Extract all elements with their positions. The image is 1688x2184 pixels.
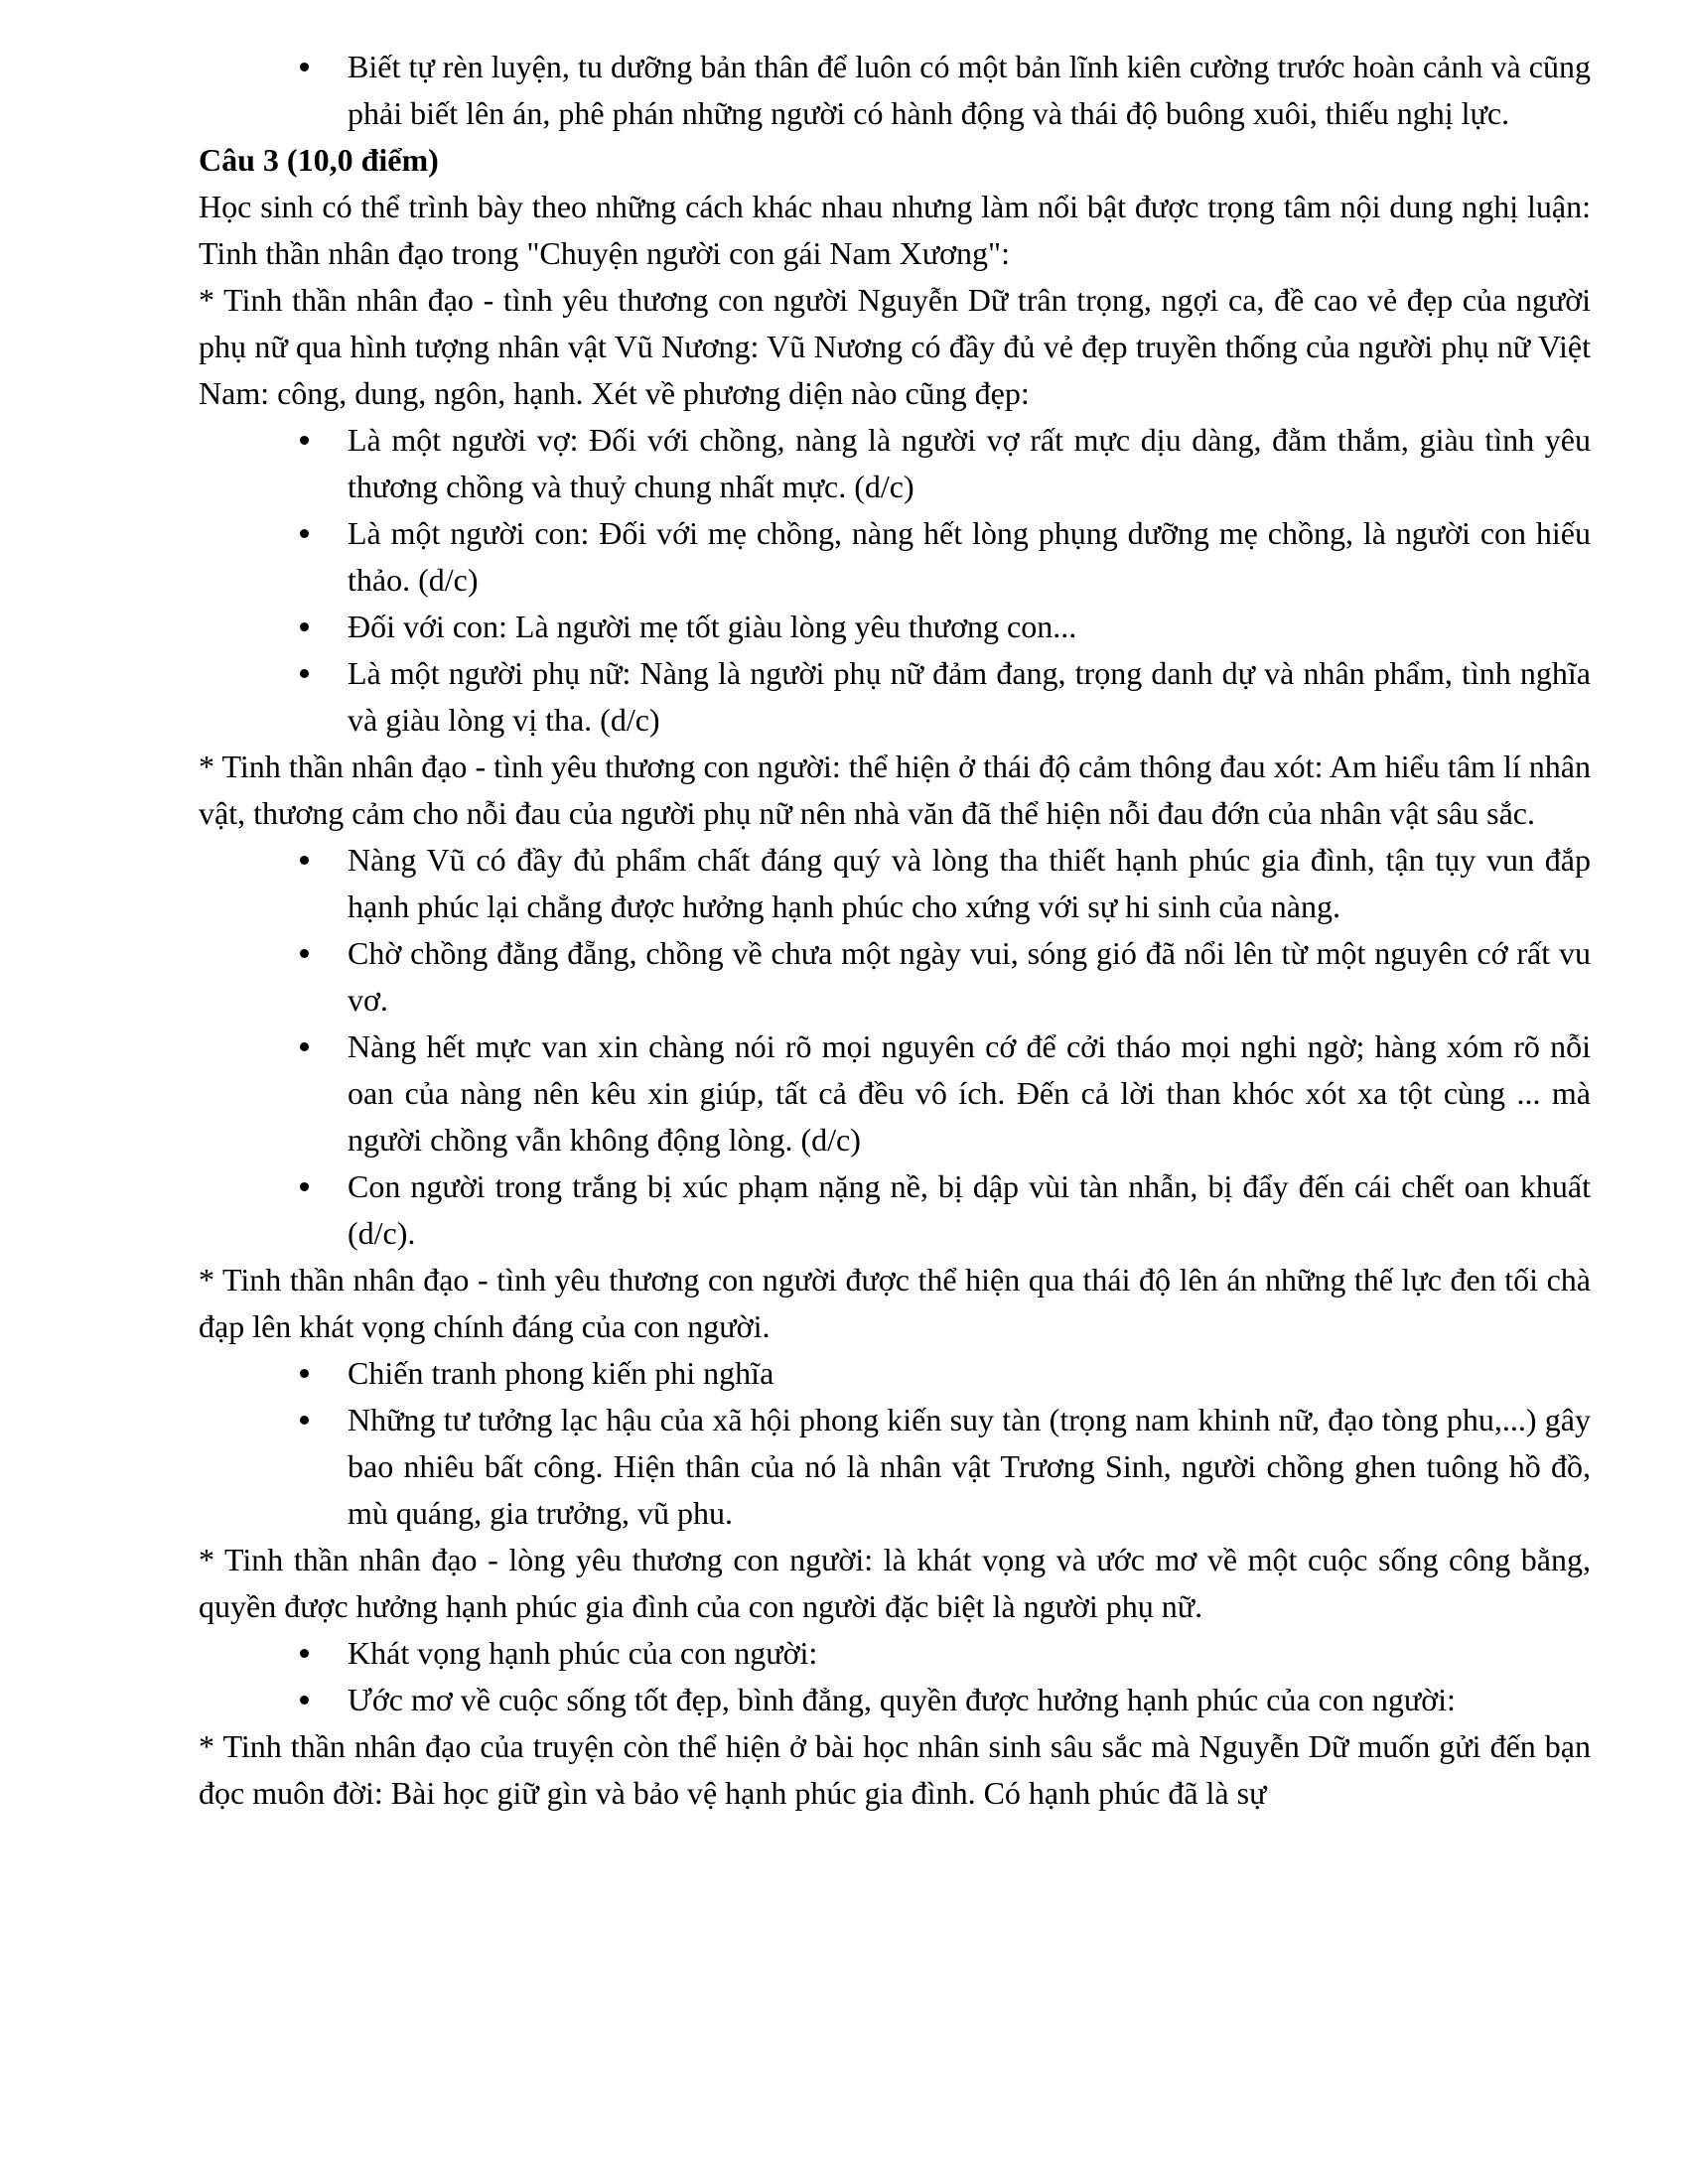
bullet-list-5 [199, 1630, 1591, 1723]
section-paragraph-2: * Tinh thần nhân đạo - tình yêu thương con người: thể hiện ở thái độ cảm thông đau xót: Am hiểu tâm lí nhân vật, thương cảm cho nỗi đau của người phụ nữ nên nhà văn đã thể hiện nỗi đau đớn của nhân vật sâu sắc. [199, 749, 1591, 831]
section-paragraph-4: * Tinh thần nhân đạo - lòng yêu thương con người: là khát vọng và ước mơ về một cuộc sống công bằng, quyền được hưởng hạnh phúc gia đình của con người đặc biệt là người phụ nữ. [199, 1542, 1591, 1624]
bullet-list-1 [199, 44, 1591, 137]
list-item-text: Những tư tưởng lạc hậu của xã hội phong kiến suy tàn (trọng nam khinh nữ, đạo tòng phu,...) gây bao nhiêu bất công. Hiện thân của nó là nhân vật Trương Sinh, người chồng ghen tuông hồ đồ, mù quáng, gia trưởng, vũ phu. [348, 1402, 1591, 1531]
list-item [199, 44, 1591, 137]
bullet-icon [300, 949, 309, 958]
question-heading: Câu 3 (10,0 điểm) [199, 142, 439, 178]
bullet-list-3 [199, 837, 1591, 1257]
bullet-icon [300, 669, 309, 678]
list-item [199, 1350, 1591, 1397]
list-item [199, 510, 1591, 604]
bullet-icon [300, 1416, 309, 1425]
bullet-icon [300, 856, 309, 865]
list-item [199, 837, 1591, 930]
section-paragraph-5: * Tinh thần nhân đạo của truyện còn thể hiện ở bài học nhân sinh sâu sắc mà Nguyễn Dữ muốn gửi đến bạn đọc muôn đời: Bài học giữ gìn và bảo vệ hạnh phúc gia đình. Có hạnh phúc đã là sự [199, 1728, 1591, 1811]
list-item [199, 1630, 1591, 1677]
bullet-icon [300, 529, 309, 538]
section-paragraph-1: * Tinh thần nhân đạo - tình yêu thương con người Nguyễn Dữ trân trọng, ngợi ca, đề cao vẻ đẹp của người phụ nữ qua hình tượng nhân vật Vũ Nương: Vũ Nương có đầy đủ vẻ đẹp truyền thống của người phụ nữ Việt Nam: công, dung, ngôn, hạnh. Xét về phương diện nào cũng đẹp: [199, 282, 1591, 411]
list-item [199, 1024, 1591, 1163]
list-item [199, 930, 1591, 1024]
list-item [199, 1163, 1591, 1257]
bullet-list-2 [199, 417, 1591, 744]
list-item [199, 417, 1591, 510]
list-item-text: Chiến tranh phong kiến phi nghĩa [348, 1355, 774, 1391]
list-item [199, 1677, 1591, 1723]
list-item [199, 650, 1591, 744]
list-item-text: Khát vọng hạnh phúc của con người: [348, 1635, 818, 1671]
list-item-text: Nàng hết mực van xin chàng nói rõ mọi nguyên cớ để cởi tháo mọi nghi ngờ; hàng xóm rõ nỗi oan của nàng nên kêu xin giúp, tất cả đều vô ích. Đến cả lời than khóc xót xa tột cùng ... mà người chồng vẫn không động lòng. (d/c) [348, 1028, 1591, 1158]
bullet-icon [300, 1182, 309, 1191]
bullet-list-4 [199, 1350, 1591, 1537]
bullet-icon [300, 436, 309, 445]
list-item-text: Biết tự rèn luyện, tu dưỡng bản thân để luôn có một bản lĩnh kiên cường trước hoàn cảnh và cũng phải biết lên án, phê phán những người có hành động và thái độ buông xuôi, thiếu nghị lực. [348, 49, 1591, 131]
bullet-icon [300, 1696, 309, 1705]
list-item-text: Là một người con: Đối với mẹ chồng, nàng hết lòng phụng dưỡng mẹ chồng, là người con hiếu thảo. (d/c) [348, 515, 1591, 598]
document-body [199, 44, 1591, 1817]
bullet-icon [300, 1369, 309, 1378]
list-item-text: Nàng Vũ có đầy đủ phẩm chất đáng quý và lòng tha thiết hạnh phúc gia đình, tận tụy vun đắp hạnh phúc lại chẳng được hưởng hạnh phúc cho xứng với sự hi sinh của nàng. [348, 842, 1591, 924]
list-item-text: Ước mơ về cuộc sống tốt đẹp, bình đẳng, quyền được hưởng hạnh phúc của con người: [348, 1682, 1456, 1717]
bullet-icon [300, 1042, 309, 1051]
bullet-icon [300, 63, 309, 71]
bullet-icon [300, 622, 309, 631]
list-item [199, 604, 1591, 650]
list-item-text: Là một người vợ: Đối với chồng, nàng là người vợ rất mực dịu dàng, đằm thắm, giàu tình yêu thương chồng và thuỷ chung nhất mực. (d/c) [348, 422, 1591, 504]
list-item-text: Con người trong trắng bị xúc phạm nặng nề, bị dập vùi tàn nhẫn, bị đẩy đến cái chết oan khuất (d/c). [348, 1168, 1591, 1251]
list-item-text: Là một người phụ nữ: Nàng là người phụ nữ đảm đang, trọng danh dự và nhân phẩm, tình nghĩa và giàu lòng vị tha. (d/c) [348, 655, 1591, 738]
intro-paragraph: Học sinh có thể trình bày theo những cách khác nhau nhưng làm nổi bật được trọng tâm nội dung nghị luận: Tinh thần nhân đạo trong "Chuyện người con gái Nam Xương": [199, 189, 1591, 271]
bullet-icon [300, 1649, 309, 1658]
list-item-text: Chờ chồng đằng đẵng, chồng về chưa một ngày vui, sóng gió đã nổi lên từ một nguyên cớ rất vu vơ. [348, 935, 1591, 1018]
list-item [199, 1397, 1591, 1537]
section-paragraph-3: * Tinh thần nhân đạo - tình yêu thương con người được thể hiện qua thái độ lên án những thế lực đen tối chà đạp lên khát vọng chính đáng của con người. [199, 1262, 1591, 1344]
list-item-text: Đối với con: Là người mẹ tốt giàu lòng yêu thương con... [348, 609, 1077, 644]
